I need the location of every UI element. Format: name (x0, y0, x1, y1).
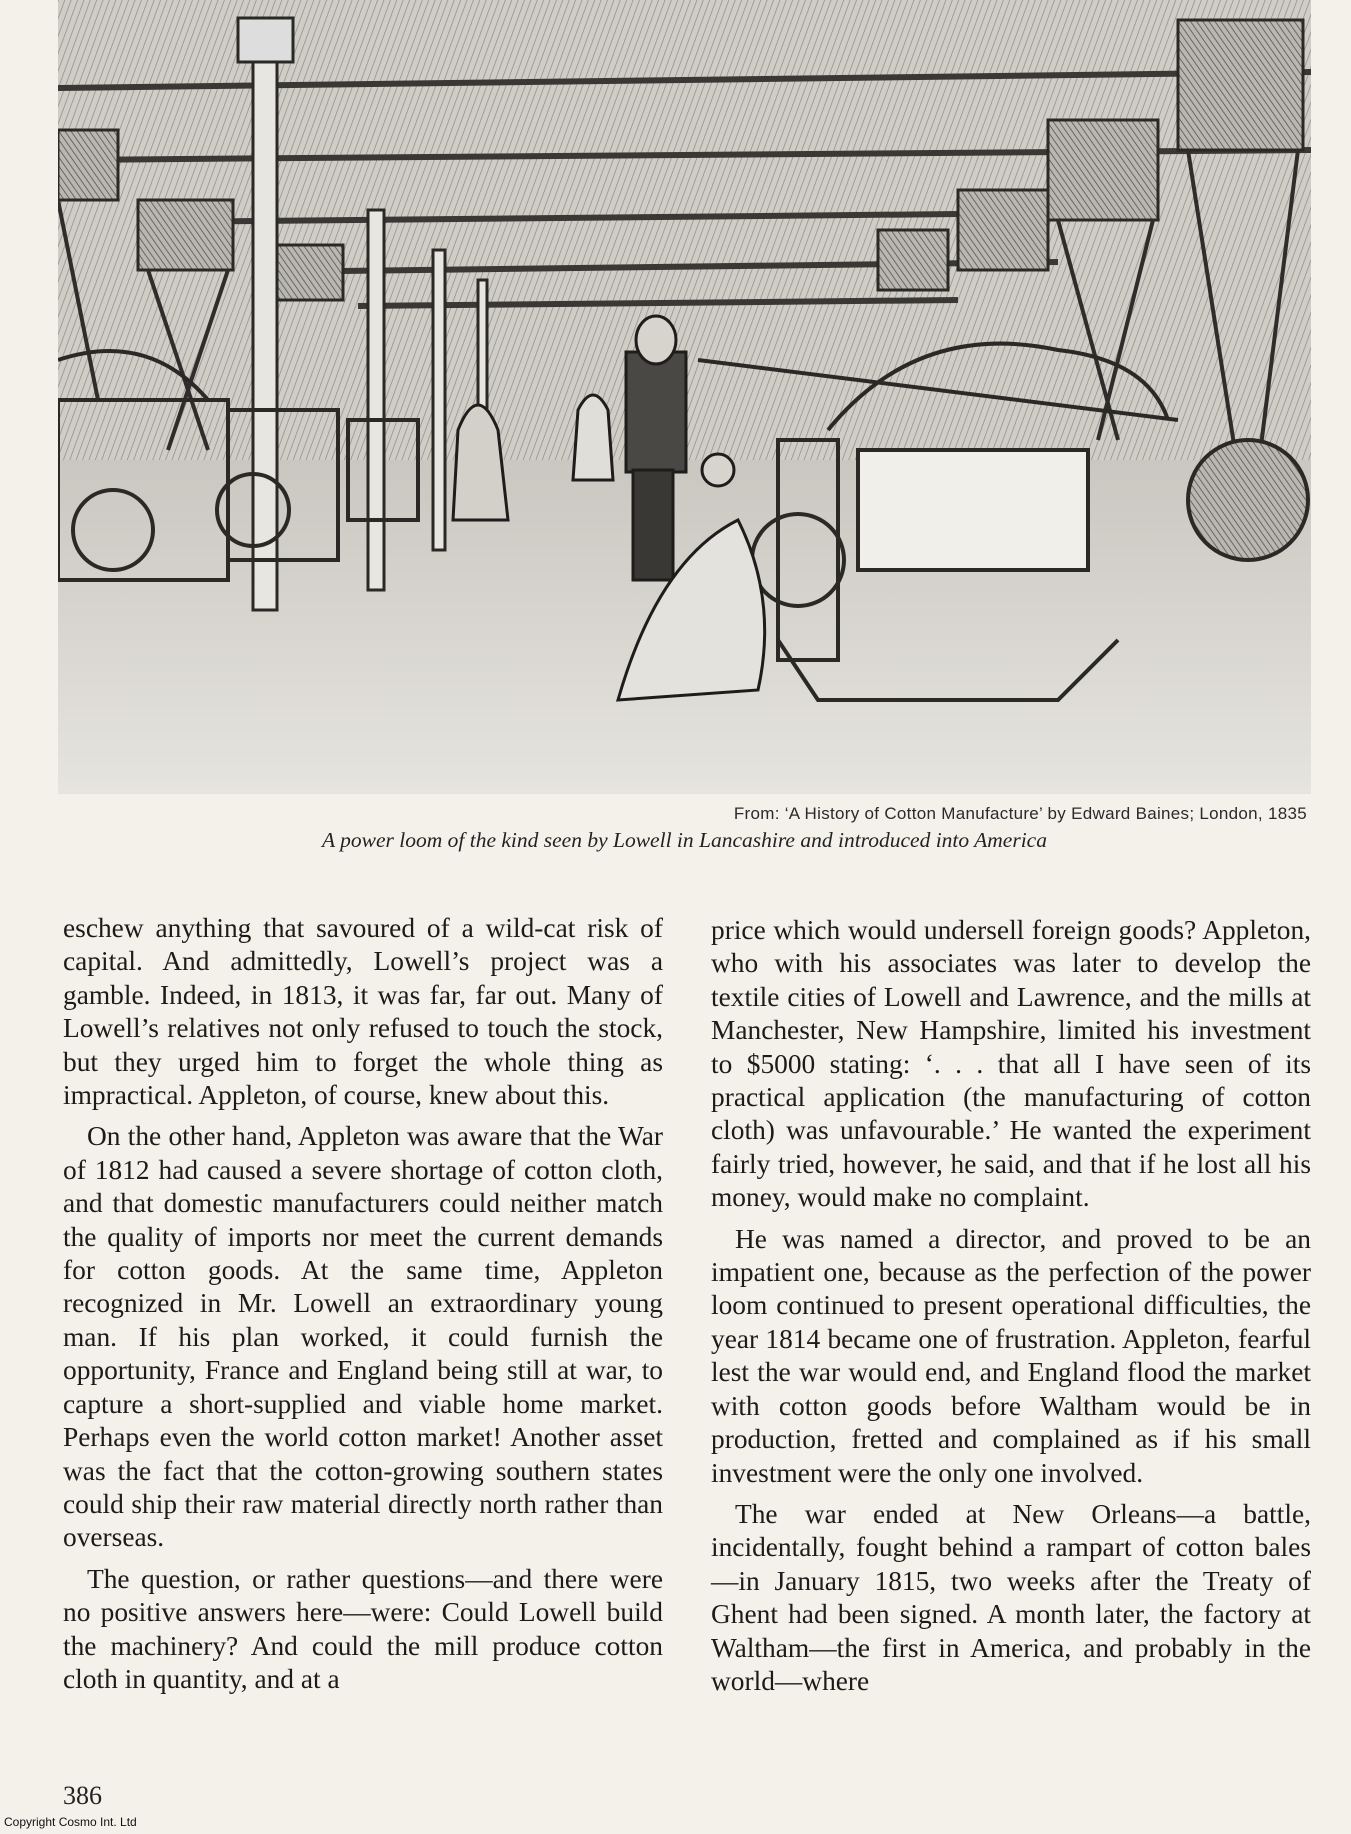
paragraph: eschew anything that savoured of a wild-cat risk of capital. And admittedly, Lowell’s project was a gamble. Indeed, in 1813, it was far, far out. Many of Lowell’s relatives not only refused to touch the stock, but they urged him to forget the whole thing as impractical. Appleton, of course, knew about this. (63, 913, 663, 1111)
power-loom-engraving (58, 0, 1311, 794)
paragraph: On the other hand, Appleton was aware that the War of 1812 had caused a severe shortage of cotton cloth, and that domestic manufacturers could neither match the quality of imports nor meet the current demands for cotton goods. At the same time, Appleton recognized in Mr. Lowell an extraordinary young man. If his plan worked, it could furnish the opportunity, France and England being still at war, to capture a short-supplied and viable home market. Perhaps even the world cotton market! Another asset was the fact that the cotton-growing southern states could ship their raw material directly north rather than overseas. (63, 1121, 663, 1553)
figure-caption: A power loom of the kind seen by Lowell in Lancashire and introduced into America (322, 828, 1047, 852)
paragraph: The war ended at New Orleans—a battle, incidentally, fought behind a rampart of cotton bales—in January 1815, two weeks after the Treaty of Ghent had been signed. A month later, the factory at Waltham—the first in America, and probably in the world—where (711, 1498, 1311, 1696)
engraving-illustration (58, 0, 1311, 794)
left-column (63, 912, 663, 1704)
paragraph: The question, or rather questions—and there were no positive answers here—were: Could Lowell build the machinery? And could the mill produce cotton cloth in quantity, and at a (63, 1563, 663, 1694)
copyright-watermark: Copyright Cosmo Int. Ltd (4, 1815, 137, 1829)
image-credit: From: ‘A History of Cotton Manufacture’ by Edward Baines; London, 1835 (733, 804, 1307, 823)
right-column (711, 914, 1311, 1706)
paragraph: He was named a director, and proved to be an impatient one, because as the perfection of the power loom continued to present operational difficulties, the year 1814 became one of frustration. Appleton, fearful lest the war would end, and England flood the market with cotton goods before Waltham would be in production, fretted and complained as if his small investment were the only one involved. (711, 1223, 1311, 1488)
paragraph: price which would undersell foreign goods? Appleton, who with his associates was later to develop the textile cities of Lowell and Lawrence, and the mills at Manchester, New Hampshire, limited his investment to $5000 stating: ‘. . . that all I have seen of its practical application (the manufacturing of cotton cloth) was unfavourable.’ He wanted the experiment fairly tried, however, he said, and that if he lost all his money, would make no complaint. (711, 915, 1311, 1213)
page-number: 386 (63, 1781, 102, 1810)
